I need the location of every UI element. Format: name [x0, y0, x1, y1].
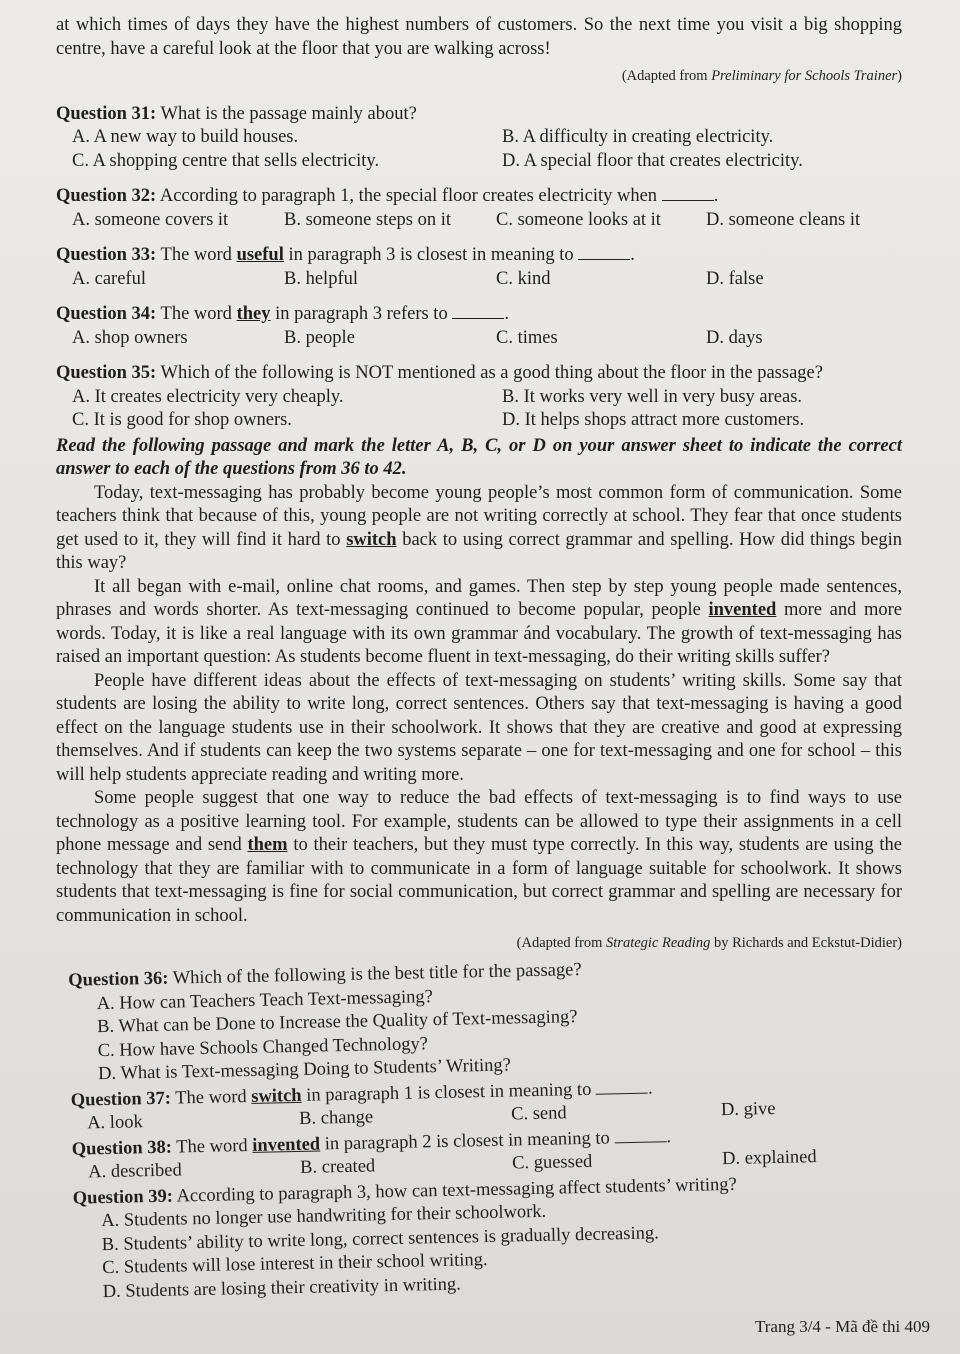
question-39-options — [101, 1193, 905, 1304]
intro-text: at which times of days they have the highest numbers of customers. So the next time you visit a big shopping centre, have a careful look at the floor that you are walking across! — [56, 15, 902, 59]
option-c[interactable]: C. guessed — [511, 1151, 593, 1173]
question-37: Question 37: The word switch in paragraph 1 is closest in meaning to . A. look B. change C. send D. give — [70, 1071, 901, 1135]
option-d[interactable]: D. A special floor that creates electricity. — [502, 150, 803, 171]
passage-paragraph-4: Some people suggest that one way to reduce the bad effects of text-messaging is to find ways to use technology as a positive learning tool. For example, students can be allowed to type their assignments in a cell phone message and send them to their teachers, but they must type correctly. In this way, students are using the technology that they are familiar with to communicate in a form of language suitable for schoolwork. It shows students that text-messaging is fine for social communication, but correct grammar and spelling are necessary for communication in school. — [56, 788, 902, 926]
keyword: they — [236, 304, 271, 324]
option-b[interactable]: B. change — [298, 1106, 374, 1129]
option-b[interactable]: B. A difficulty in creating electricity. — [502, 127, 774, 147]
option-c[interactable]: C. It is good for shop owners. — [72, 410, 292, 430]
passage-paragraph-3: People have different ideas about the effects of text-messaging on students’ writing skills. Some say that students are losing the ability to write long, correct sentences. Others say that text-messaging is having a good effect on the language students use in their schoolwork. It shows that they are creative and good at expressing themselves. And if students can keep the two systems separate – one for text-messaging and one for school – this will help students appreciate reading and writing more. — [56, 670, 902, 785]
option-c[interactable]: C. someone looks at it — [496, 209, 661, 230]
questions-36-39 — [56, 952, 909, 1305]
question-35-options — [72, 386, 902, 433]
option-b[interactable]: B. created — [299, 1155, 376, 1178]
question-31: Question 31: What is the passage mainly about? A. A new way to build houses. B. A difficulty in creating electricity. C. A shopping centre that sells electricity. D. A special floor that creates electricity. — [56, 103, 902, 174]
option-b[interactable]: B. Students’ ability to write long, correct sentences is gradually decreasing. — [101, 1222, 659, 1255]
option-d[interactable]: D. false — [706, 268, 764, 289]
option-a[interactable]: A. It creates electricity very cheaply. — [72, 386, 344, 407]
option-a[interactable]: A. someone covers it — [72, 209, 229, 230]
keyword: useful — [236, 245, 284, 265]
answer-blank — [578, 245, 630, 260]
question-35: Question 35: Which of the following is NOT mentioned as a good thing about the floor in the passage? A. It creates electricity very cheaply. B. It works very well in very busy areas. C. It is good for shop owners. D. It helps shops attract more customers. — [56, 362, 902, 433]
keyword-invented: invented — [708, 600, 777, 620]
option-b[interactable]: B. helpful — [284, 268, 358, 289]
option-c[interactable]: C. How have Schools Changed Technology? — [97, 1033, 429, 1061]
passage-paragraph-2: It all began with e-mail, online chat rooms, and games. Then step by step young people made sentences, phrases and words shorter. As text-messaging continued to become popular, people invented more and more words. Today, it is like a real language with its own grammar ánd vocabulary. The growth of text-messaging has raised an important question: As students become fluent in text-messaging, do their writing skills suffer? — [56, 576, 902, 667]
keyword: invented — [252, 1133, 321, 1155]
option-d[interactable]: D. It helps shops attract more customers. — [502, 410, 805, 430]
keyword-switch: switch — [346, 529, 397, 550]
keyword: switch — [251, 1084, 302, 1106]
passage-paragraph-1: Today, text-messaging has probably become young people’s most common form of communication. Some teachers think that because of this, young people are not writing correctly at school. They fear that once students get used to it, they will find it hard to switch back to using correct grammar and spelling. How did things begin this way? — [56, 482, 902, 573]
option-d[interactable]: D. explained — [721, 1146, 817, 1169]
source-citation-2: (Adapted from Strategic Reading by Richards and Eckstut-Didier) — [516, 935, 902, 951]
question-33: Question 33: The word useful in paragraph 3 is closest in meaning to . A. careful B. helpful C. kind D. false — [56, 244, 902, 291]
option-a[interactable]: A. A new way to build houses. — [72, 127, 299, 147]
answer-blank — [614, 1126, 666, 1142]
option-c[interactable]: C. kind — [496, 268, 551, 289]
option-d[interactable]: D. give — [720, 1098, 776, 1120]
reading-passage — [56, 482, 902, 929]
option-b[interactable]: B. What can be Done to Increase the Quality of Text-messaging? — [96, 1006, 578, 1037]
option-a[interactable]: A. shop owners — [72, 327, 188, 348]
option-d[interactable]: D. someone cleans it — [706, 209, 861, 230]
question-32-options — [72, 209, 902, 233]
option-b[interactable]: B. people — [284, 327, 355, 348]
option-c[interactable]: C. A shopping centre that sells electricity. — [72, 150, 380, 171]
option-d[interactable]: D. days — [706, 327, 763, 348]
source-citation-1: (Adapted from Preliminary for Schools Trainer) — [621, 68, 902, 84]
intro-paragraph — [56, 14, 902, 61]
keyword-them: them — [247, 835, 288, 855]
option-c[interactable]: C. send — [510, 1102, 567, 1124]
option-c[interactable]: C. times — [496, 327, 558, 348]
option-d[interactable]: D. What is Text-messaging Doing to Students’ Writing? — [97, 1054, 512, 1084]
option-a[interactable]: A. How can Teachers Teach Text-messaging? — [96, 986, 434, 1014]
question-33-options — [72, 268, 902, 292]
option-d[interactable]: D. Students are losing their creativity in writing. — [102, 1273, 462, 1302]
answer-blank — [596, 1078, 648, 1094]
page-footer: Trang 3/4 - Mã đề thi 409 — [754, 1316, 930, 1336]
question-39: Question 39: According to paragraph 3, how can text-messaging affect students’ writing? A. Students no longer use handwriting for their schoolwork. B. Students’ ability to write long, correct sentences is gradually decreasing. C. Students will lose interest in their school writing. D. Students are losing their creativity in writing. — [73, 1169, 905, 1304]
option-b[interactable]: B. It works very well in very busy areas. — [502, 386, 803, 407]
answer-blank — [662, 186, 714, 201]
answer-blank — [452, 304, 504, 319]
question-38: Question 38: The word invented in paragraph 2 is closest in meaning to . A. described B. created C. guessed D. explained — [72, 1120, 903, 1184]
question-36-options — [96, 975, 900, 1086]
option-a[interactable]: A. careful — [72, 268, 146, 289]
question-31-options — [72, 126, 902, 173]
question-32: Question 32: According to paragraph 1, the special floor creates electricity when . A. someone covers it B. someone steps on it C. someone looks at it D. someone cleans it — [56, 185, 902, 232]
option-a[interactable]: A. look — [87, 1111, 143, 1133]
option-b[interactable]: B. someone steps on it — [284, 209, 452, 230]
question-34-options — [72, 327, 902, 351]
question-34: Question 34: The word they in paragraph 3 refers to . A. shop owners B. people C. times D. days — [56, 303, 902, 350]
section-instruction: Read the following passage and mark the letter A, B, C, or D on your answer sheet to indicate the correct answer to each of the questions from 36 to 42. — [56, 435, 902, 479]
question-36: Question 36: Which of the following is the best title for the passage? A. How can Teachers Teach Text-messaging? B. What can be Done to Increase the Quality of Text-messaging? C. How have Schools Changed Technology? D. What is Text-messaging Doing to Students’ Writing? — [68, 952, 900, 1087]
option-a[interactable]: A. described — [88, 1159, 182, 1182]
option-c[interactable]: C. Students will lose interest in their school writing. — [102, 1249, 488, 1278]
option-a[interactable]: A. Students no longer use handwriting for their schoolwork. — [101, 1201, 547, 1231]
